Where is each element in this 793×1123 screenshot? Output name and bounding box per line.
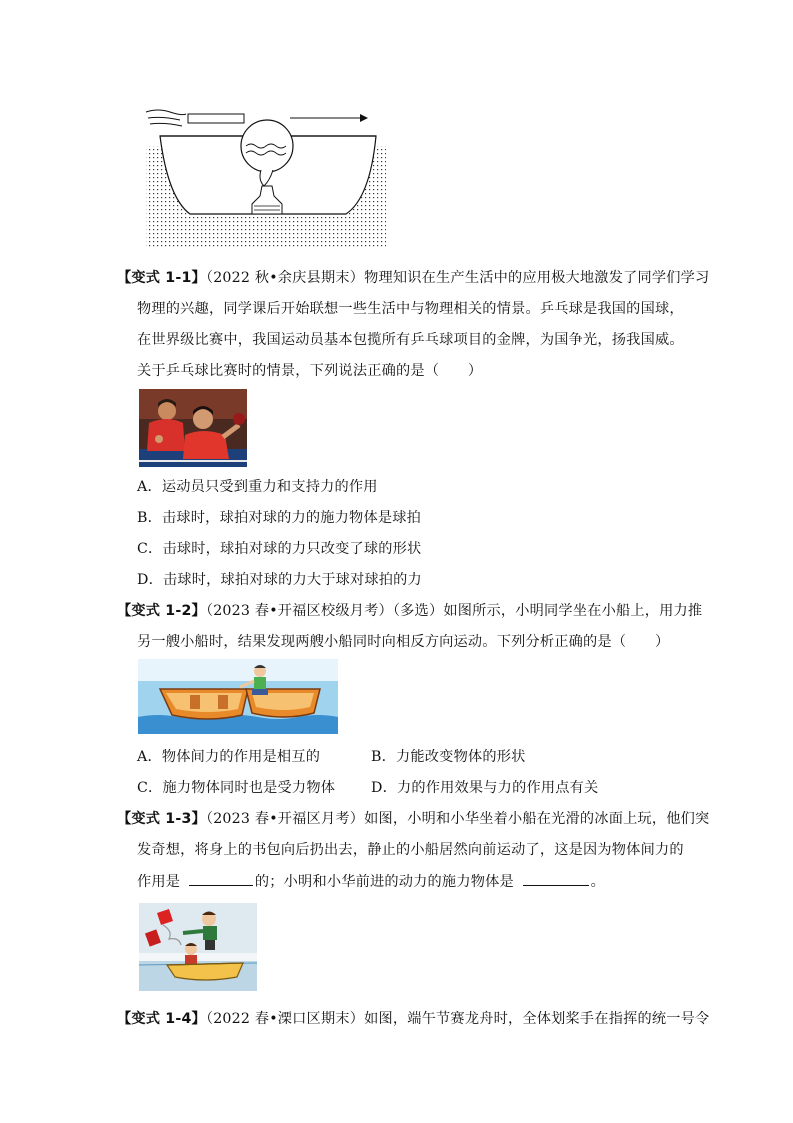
table-tennis-photo [139,389,247,467]
question-1-2-option-b: B．力能改变物体的形状 [371,749,526,765]
question-1-3-line-2: 发奇想，将身上的书包向后扔出去，静止的小船居然向前运动了，这是因为物体间力的 [137,842,684,858]
boat-on-ice-picture [139,903,257,991]
question-1-1-line-3: 在世界级比赛中，我国运动员基本包揽所有乒乓球项目的金牌，为国争光，扬我国威。 [137,332,684,348]
answer-blank-2[interactable] [523,871,589,886]
two-boats-picture [138,659,338,734]
question-1-3-tag: 【变式 1-3】 [117,811,206,827]
question-1-1-option-d: D．击球时，球拍对球的力大于球对球拍的力 [137,572,422,588]
question-1-1-option-c: C．击球时，球拍对球的力只改变了球的形状 [137,541,422,557]
question-1-4-line-1: 【变式 1-4】（2022 春•溧口区期末）如图，端午节赛龙舟时，全体划桨手在指挥的统一号令 [117,1011,710,1027]
question-1-2-tag: 【变式 1-2】 [117,603,206,619]
question-1-2-option-d: D．力的作用效果与力的作用点有关 [371,780,599,796]
question-1-3-line-1: 【变式 1-3】（2023 春•开福区月考）如图，小明和小华坐着小船在光滑的冰面上玩，他们突 [117,811,710,827]
question-1-2-option-a: A．物体间力的作用是相互的 [137,749,321,765]
question-1-1-tag: 【变式 1-1】 [117,270,206,286]
balloon-boat-figure [140,100,390,250]
answer-blank-1[interactable] [189,871,253,886]
question-1-2-line-2: 另一艘小船时，结果发现两艘小船同时向相反方向运动。下列分析正确的是（ ） [137,634,670,650]
question-1-1-line-1: 【变式 1-1】（2022 秋•余庆县期末）物理知识在生产生活中的应用极大地激发了同学们学习 [117,270,710,286]
question-1-1-option-a: A．运动员只受到重力和支持力的作用 [137,479,378,495]
question-1-2-option-c: C．施力物体同时也是受力物体 [137,780,336,796]
question-1-2-line-1: 【变式 1-2】（2023 春•开福区校级月考）（多选）如图所示，小明同学坐在小船上，用力推 [117,603,703,619]
question-1-4-tag: 【变式 1-4】 [117,1011,206,1027]
question-1-1-line-2: 物理的兴趣，同学课后开始联想一些生活中与物理相关的情景。乒乓球是我国的国球， [137,301,684,317]
question-1-1-option-b: B．击球时，球拍对球的力的施力物体是球拍 [137,510,421,526]
question-1-3-line-3: 作用是 的；小明和小华前进的动力的施力物体是 。 [137,871,605,892]
question-1-1-line-4: 关于乒乓球比赛时的情景，下列说法正确的是（ ） [137,363,483,379]
